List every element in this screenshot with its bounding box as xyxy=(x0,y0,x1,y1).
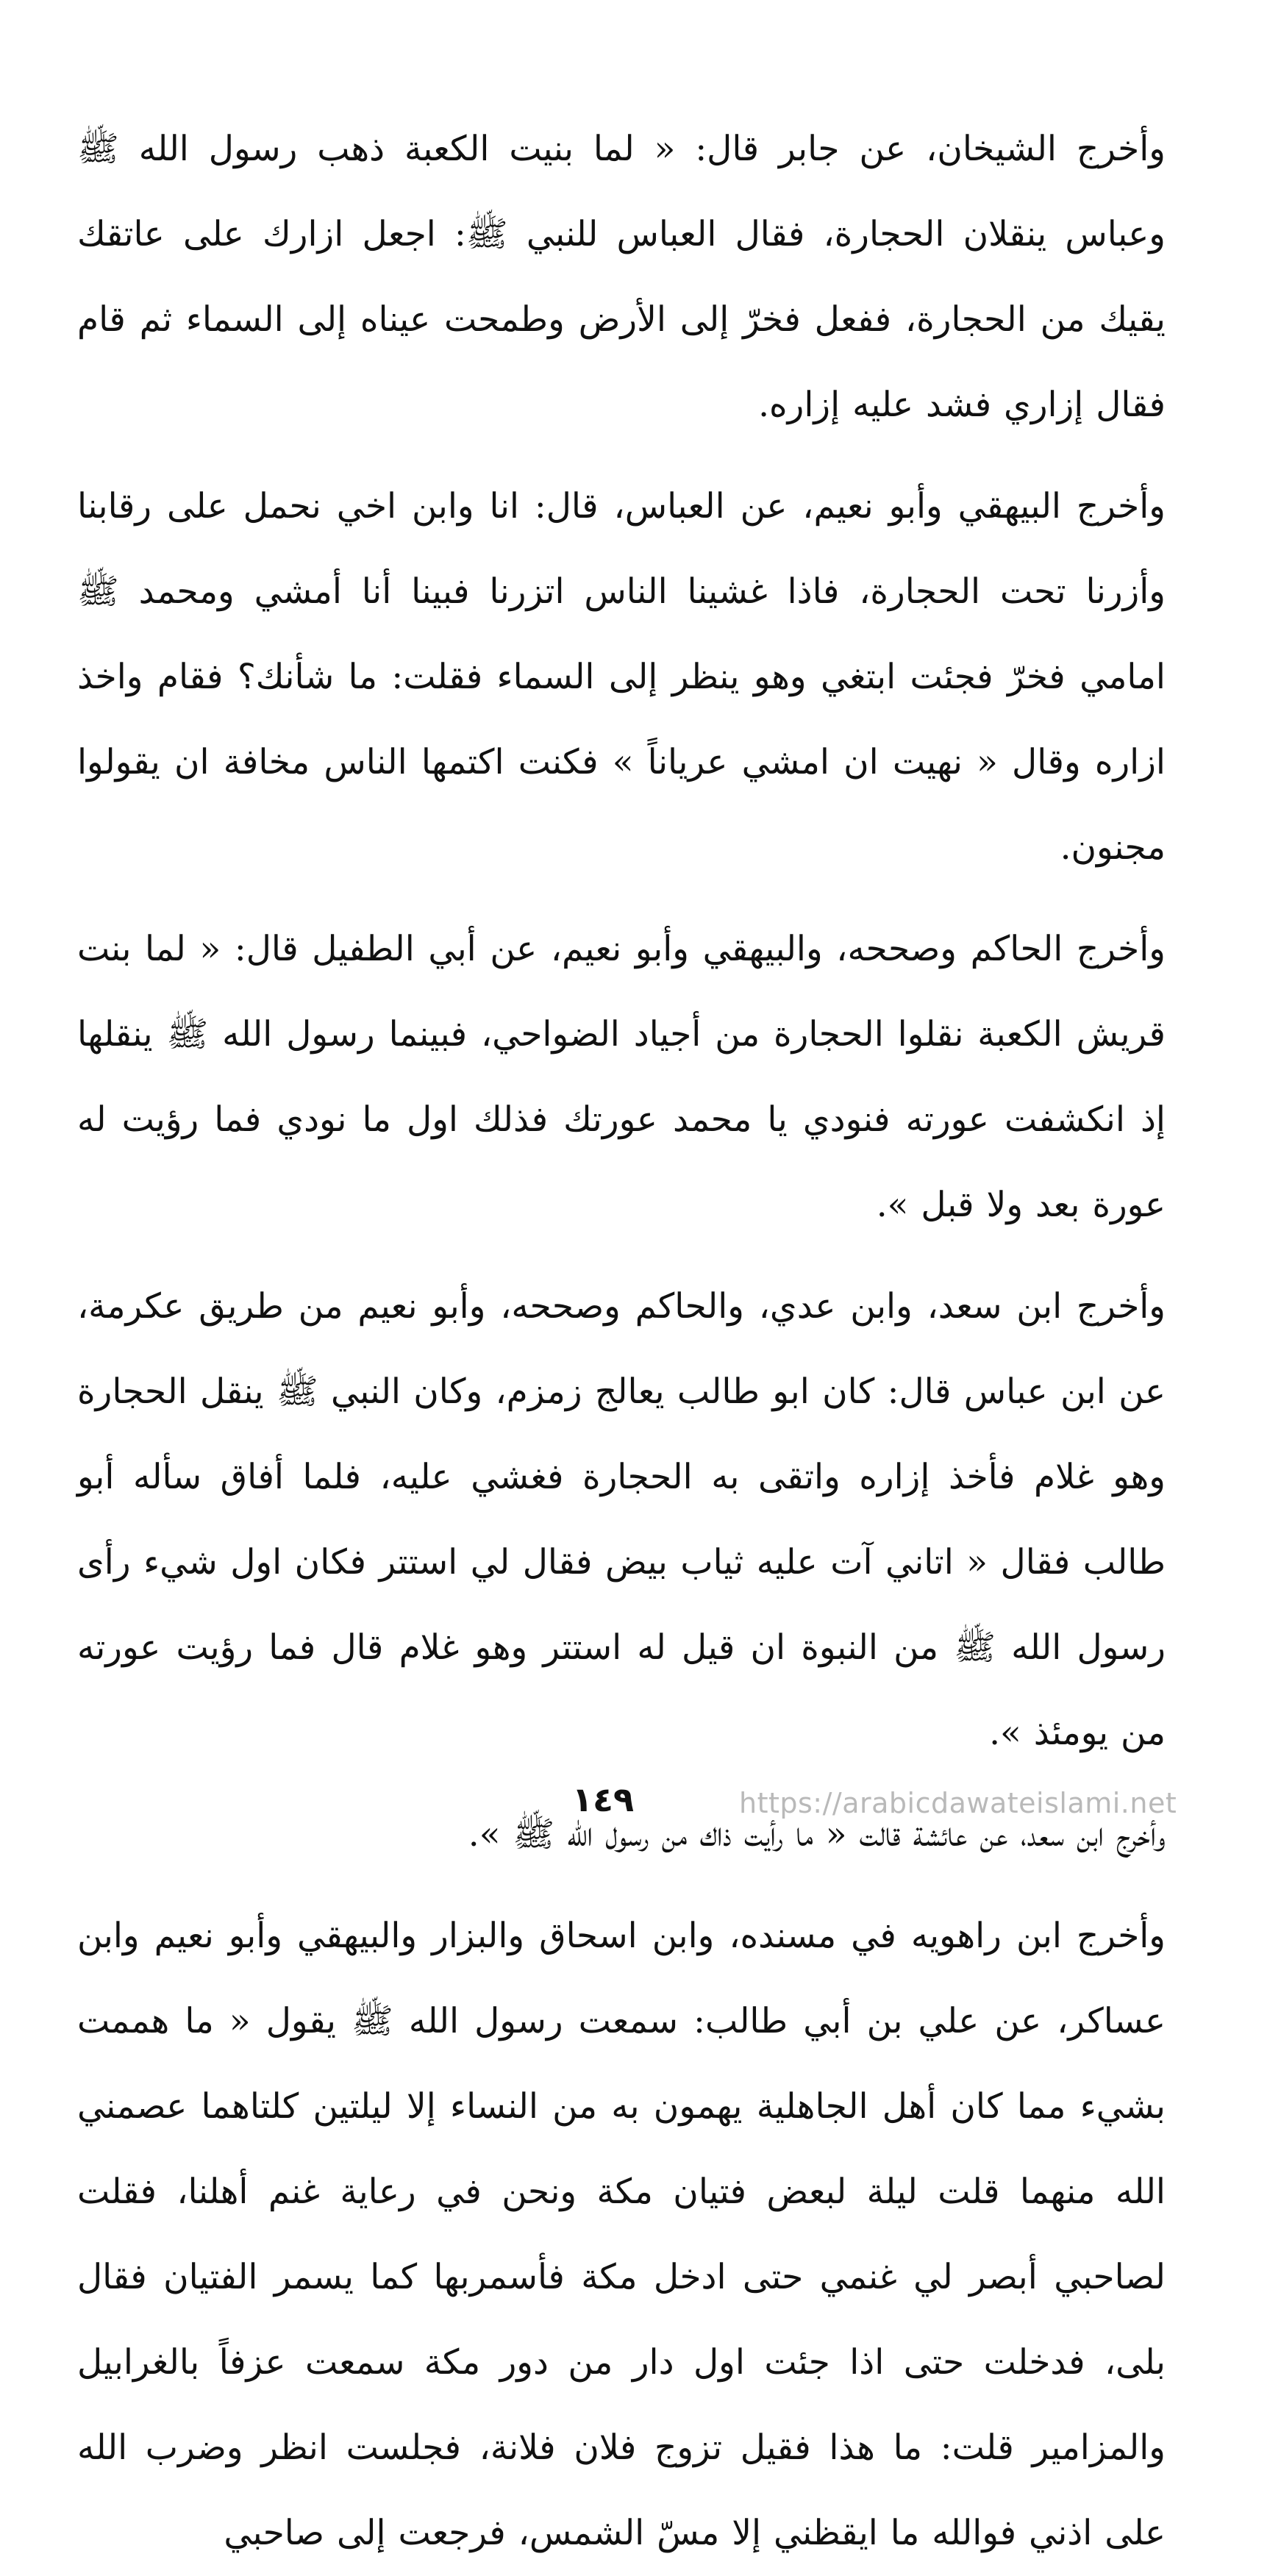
paragraph-ali: وأخرج ابن راهويه في مسنده، وابن اسحاق والبزار والبيهقي وأبو نعيم وابن عساكر، عن علي بن أبي طالب: سمعت رسول الله ﷺ يقول « ما هممت بشيء مما كان أهل الجاهلية يهمون به من النساء إلا ليلتين كلتاهما عصمني الله منهما قلت ليلة لبعض فتيان مكة ونحن في رعاية غنم أهلنا، فقلت لصاحبي أبصر لي غنمي حتى ادخل مكة فأسمربها كما يسمر الفتيان فقال بلى، فدخلت حتى اذا جئت اول دار من دور مكة سمعت عزفاً بالغرابيل والمزامير قلت: ما هذا فقيل تزوج فلان فلانة، فجلست انظر وضرب الله على اذني فوالله ما ايقظني إلا مسّ الشمس، فرجعت إلى صاحبي xyxy=(77,1916,1166,2553)
watermark-url: https://arabicdawateislami.net xyxy=(739,1787,1177,1819)
page-number: ١٤٩ xyxy=(571,1780,635,1819)
paragraph-abu-tufail: وأخرج الحاكم وصححه، والبيهقي وأبو نعيم، عن أبي الطفيل قال: « لما بنت قريش الكعبة نقلوا الحجارة من أجياد الضواحي، فبينما رسول الله ﷺ ينقلها إذ انكشفت عورته فنودي يا محمد عورتك فذلك اول ما نودي فما رؤيت له عورة بعد ولا قبل ». xyxy=(77,929,1166,1225)
paragraph-jabir: وأخرج الشيخان، عن جابر قال: « لما بنيت الكعبة ذهب رسول الله ﷺ وعباس ينقلان الحجارة، فقال العباس للنبي ﷺ: اجعل ازارك على عاتقك يقيك من الحجارة، ففعل فخرّ إلى الأرض وطمحت عيناه إلى السماء ثم قام فقال إزاري فشد عليه إزاره. xyxy=(77,129,1166,425)
paragraph-aisha: وأخرج ابن سعد، عن عائشة قالت « ما رأيت ذاك من رسول الله ﷺ ». xyxy=(468,1814,1166,1855)
body-text xyxy=(77,107,1166,2576)
paragraph-ibn-abbas: وأخرج ابن سعد، وابن عدي، والحاكم وصححه، وأبو نعيم من طريق عكرمة، عن ابن عباس قال: كان ابو طالب يعالج زمزم، وكان النبي ﷺ ينقل الحجارة وهو غلام فأخذ إزاره واتقى به الحجارة فغشي عليه، فلما أفاق سأله أبو طالب فقال « اتاني آت عليه ثياب بيض فقال لي استتر فكان اول شيء رأى رسول الله ﷺ من النبوة ان قيل له استتر وهو غلام قال فما رؤيت عورته من يومئذ ». xyxy=(77,1286,1166,1753)
paragraph-abbas: وأخرج البيهقي وأبو نعيم، عن العباس، قال: انا وابن اخي نحمل على رقابنا وأزرنا تحت الحجارة، فاذا غشينا الناس اتزرنا فبينا أنا أمشي ومحمد ﷺ امامي فخرّ فجئت ابتغي وهو ينظر إلى السماء فقلت: ما شأنك؟ فقام واخذ ازاره وقال « نهيت ان امشي عرياناً » فكنت اكتمها الناس مخافة ان يقولوا مجنون. xyxy=(77,486,1166,868)
